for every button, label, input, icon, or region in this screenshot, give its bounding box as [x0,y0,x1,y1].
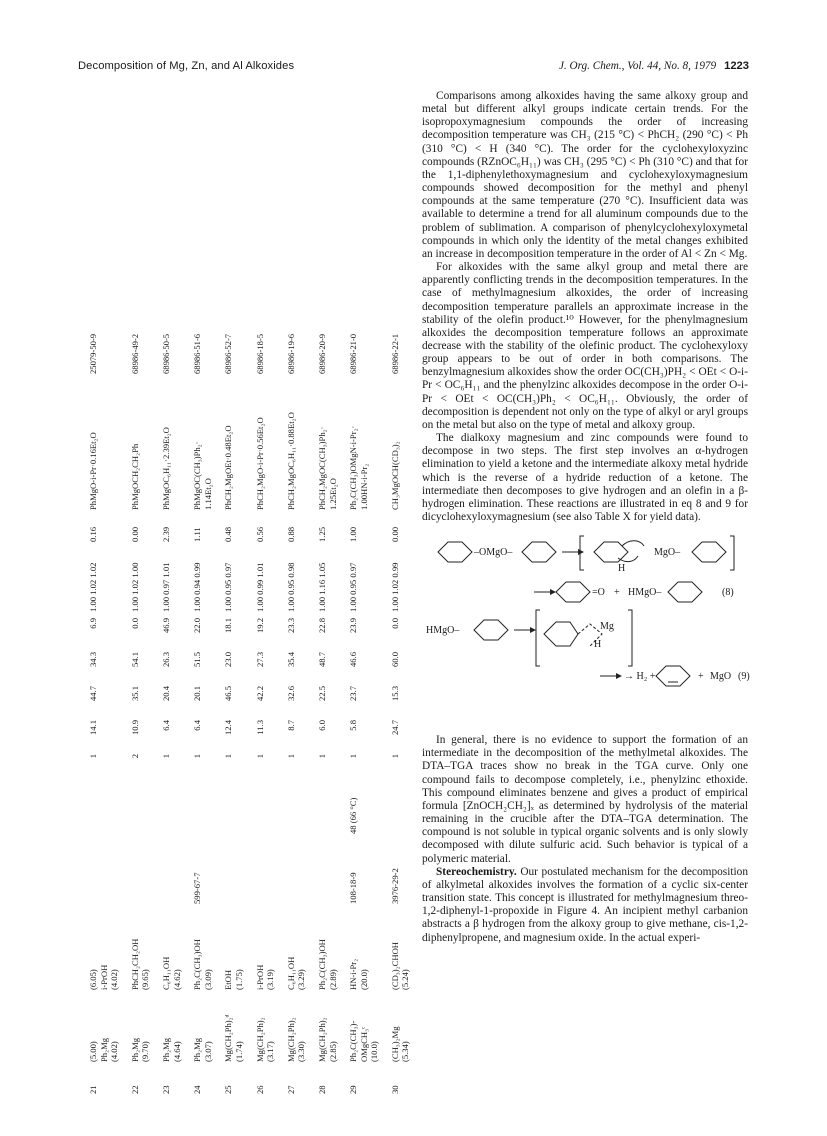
table-row [120,308,151,1094]
paragraph-intermediate: In general, there is no evidence to support the formation of an intermediate in the decomposition of the methylmetal alkoxides. The DTA–TGA traces show no break in the TGA curve. Only one compound fails to decompose completely, i.e., phenylzinc ethoxide. This compound eliminates benzene and gives a product of empirical formula [ZnOCH₂CH₂]ₓ as determined by hydrolysis of the material remaining in the crucible after the DTA–TGA determination. The compound is not soluble in typical organic solvents and is only slowly decomposed with dilute sulfuric acid. Such behavior is typical of a polymeric material. [422,734,748,865]
analysis-value: 6.9 [88,618,98,629]
equivalents: 1 [316,754,327,759]
reagent-registry-number: 108-18-9 [348,872,359,904]
reagent-registry-number [276,834,307,904]
organometallic-compound: Ph₂Mg (9.70) [129,1037,151,1062]
analysis-value: 15.3 [389,686,400,702]
product-formula: PhCH₂MgOC₆H₁₁·0.88Et₂O [285,412,296,510]
table-row [78,308,120,1094]
analysis-value: 12.4 [223,720,234,736]
analysis-value: 23.3 [285,618,296,634]
page-number: 1223 [724,60,749,72]
product-registry-number: 68986-51-6 [192,333,203,374]
analysis-value: 27.3 [254,652,265,668]
alcohol-reagent: EtOH (1.75) [223,969,244,990]
analysis-value: 22.0 [192,618,203,634]
ether-content: 2.39 [160,526,171,542]
product-formula: PhCH₂MgOEt·0.48Et₂O [223,425,234,510]
table-row [276,308,307,1094]
table-row [380,308,411,1094]
ether-content: 1.11 [192,527,203,542]
entry-number: 27 [285,1085,296,1094]
equivalents: 1 [88,754,98,759]
equivalents: 1 [223,754,234,759]
organometallic-compound: Mg(CH₂Ph)₂ (2.85) [316,1017,338,1062]
paragraph-stereochemistry [422,866,748,945]
scheme-h-label: H [618,563,626,575]
analysis-value: 10.9 [129,720,140,736]
organometallic-compound: (5.00) Ph₂Mg (4.02) [88,1037,120,1062]
ratio-values: 1.00 0.95 0.97 [223,562,234,612]
product-formula: Ph₂C(CH₃)OMgN-i-Pr₂· 1.00HN-i-Pr₂ [348,425,369,510]
organometallic-compound [411,990,413,1062]
analysis-value: 8.7 [285,720,296,731]
scheme-h2-product: → H₂ + [624,671,656,683]
analysis-value: 23.0 [223,652,234,668]
product-formula: CH₃MgOCH(CD₃)₂ [389,441,400,510]
analysis-value [411,714,413,748]
product-registry-number [411,308,413,374]
scheme-plus-1: + [614,587,620,599]
product-registry-number: 68986-50-5 [160,333,171,374]
cyclohexene-ring [656,666,690,686]
ratio-values: 1.00 1.02 0.99 [389,562,400,612]
product-registry-number: 68986-52-7 [223,333,234,374]
ratio-values [411,542,413,612]
analysis-value: 18.1 [223,618,234,634]
equivalents: 1 [285,754,296,759]
cyclohexane-ring [668,582,702,602]
analysis-value: 23.9 [348,618,359,634]
scheme-h2-label: H [594,639,602,651]
table-row [338,308,380,1094]
analysis-value: 6.4 [192,720,203,731]
decomposition-data-table [78,308,413,1094]
running-header-title: Decomposition of Mg, Zn, and Al Alkoxides [78,60,295,72]
reagent-registry-number [307,834,338,904]
product-formula: PhCH₂MgO-i-Pr·0.56Et₂O [254,417,265,510]
entry-number: 28 [316,1085,327,1094]
ether-content: 0.00 [129,526,140,542]
organometallic-compound: Mg(CH₂Ph)₂ (3.30) [285,1017,307,1062]
cyclohexane-ring [692,542,726,562]
cyclohexane-ring [474,620,508,640]
reagent-registry-number [213,834,244,904]
ratio-values: 1.00 0.97 1.01 [160,562,171,612]
journal-citation: J. Org. Chem., Vol. 44, No. 8, 1979 [558,60,717,72]
reagent-registry-number: 599-67-7 [192,872,203,904]
analysis-value: 0.0 [129,618,140,629]
analysis-value: 34.3 [88,652,98,668]
analysis-value: 44.7 [88,686,98,702]
organometallic-compound: Ph₂Mg (4.64) [160,1037,182,1062]
analysis-value: 20.4 [160,686,171,702]
ether-content: 0.48 [223,526,234,542]
scheme-mgo-label: MgO– [654,547,681,559]
right-column-text [422,90,748,945]
analysis-value: 26.3 [160,652,171,668]
equivalents: 1 [348,754,359,759]
stereochemistry-text: Our postulated mechanism for the decomposition of alkylmetal alkoxides involves the formation of a cyclic six-center transition state. This concept is illustrated for methylmagnesium threo-1,2-diphenyl-1-propoxide in Figure 4. An incipient methyl carbanion abstracts a β hydrogen from the alkoxy group to give methane, cis-1,2-diphenylpropene, and magnesium oxide. In the actual experi- [422,865,748,944]
reagent-registry-number [78,834,120,904]
organometallic-compound: (CH₃)₂Mg (5.34) [389,1026,411,1062]
analysis-value: 24.7 [389,720,400,736]
scheme-hmgo-reactant: HMgO– [426,625,460,637]
analysis-value: 46.6 [348,652,359,668]
alcohol-reagent: C₆H₁₁OH (4.62) [160,956,182,990]
entry-number: 22 [129,1085,140,1094]
temperature-note [307,782,338,834]
product-formula: PhMgOC₆H₁₁·2.39Et₂O [160,427,171,510]
analysis-value [411,680,413,714]
ether-content: 1.25 [316,526,327,542]
temperature-note [182,782,213,834]
analysis-value [411,612,413,646]
equivalents [411,748,413,782]
scheme-mgo-product: MgO [710,671,732,683]
alcohol-reagent: HN-i-Pr₂ (20.0) [348,958,369,990]
equivalents: 1 [192,754,203,759]
analysis-value: 11.3 [254,720,265,735]
analysis-value: 48.7 [316,652,327,668]
paragraph-conflicting-trends: For alkoxides with the same alkyl group and metal there are apparently conflicting trends in the decomposition temperatures. In the case of methylmagnesium alkoxides, the order of increasing decomposition temperature parallels an approximate increase in the stability of the olefin product.¹⁰ However, for the phenylmagnesium alkoxides the decomposition temperature follows an approximate decrease with the stability of the olefinic product. The cyclohexyloxy group appears to be out of order in both comparisons. The benzylmagnesium alkoxides show the order OC(CH₃)PH₂ < OEt < O-i-Pr < OC₆H₁₁ and the phenylzinc alkoxides decompose in the order O-i-Pr < OEt < OC(CH₃)Ph₂ < OC₆H₁₁. Obviously, the order of decomposition is dependent not only on the type of alkyl or aryl groups on the metal but also on the type of metal and alkoxy group. [422,261,748,431]
analysis-value: 54.1 [129,652,140,668]
product-formula: PhMgO-i-Pr·0.16Et₂O [88,432,98,510]
temperature-note [411,782,413,834]
product-formula: PhMgOCH₂CH₂Ph [129,443,140,510]
temperature-note [276,782,307,834]
analysis-value: 6.4 [160,720,171,731]
cyclohexane-ring [556,582,590,602]
product-formula [411,374,413,510]
product-registry-number: 68986-22-1 [389,333,400,374]
ether-content: 1.00 [348,526,359,542]
cyclohexane-ring [522,542,556,562]
ratio-values: 1.00 1.02 1.02 [88,562,98,612]
alcohol-reagent: (6.05) i-PrOH (4.02) [88,964,120,990]
product-registry-number: 25079-50-9 [88,333,98,374]
temperature-note [78,782,120,834]
reagent-registry-number [120,834,151,904]
organometallic-compound: Ph₂Mg (3.07) [192,1037,213,1062]
table-row [182,308,213,1094]
reagent-registry-number: 3976-29-2 [389,868,400,904]
temperature-note [245,782,276,834]
table-row [411,308,413,1094]
analysis-value: 46.9 [160,618,171,634]
reagent-registry-number [151,834,182,904]
equivalents: 1 [160,754,171,759]
organometallic-compound: Mg(CH₂Ph)₂ (3.17) [254,1017,276,1062]
equation-number-9: (9) [738,671,750,683]
reagent-registry-number [411,834,413,904]
product-formula: PhMgOC(CH₃)Ph₂· 1.14Et₂O [192,441,213,510]
analysis-value: 19.2 [254,618,265,634]
ratio-values: 1.00 0.95 0.98 [285,562,296,612]
entry-number: 21 [88,1085,98,1094]
entry-number: 24 [192,1085,203,1094]
equivalents: 2 [129,754,140,759]
scheme-plus-2: + [698,671,704,683]
rotated-table [78,92,413,1102]
temperature-note [213,782,244,834]
entry-number: 26 [254,1085,265,1094]
reaction-scheme-drawing [422,530,748,726]
alcohol-reagent: Ph₂C(CH₃)OH (2.89) [316,939,338,990]
analysis-value: 14.1 [88,720,98,736]
product-formula: PhCH₂MgOC(CH₃)Ph₂· 1.25Et₂O [316,426,338,510]
entry-number: 23 [160,1085,171,1094]
cyclohexane-ring [544,622,578,646]
alcohol-reagent [411,904,413,990]
scheme-hmgo-label: HMgO– [628,587,662,599]
running-header-journal [559,60,749,72]
organometallic-compound: Mg(CH₂Ph)₂ᵈ (1.74) [223,1014,244,1062]
analysis-value: 6.0 [316,720,327,731]
alcohol-reagent: (CD₃)₂CHOH (5.24) [389,941,411,990]
entry-number [411,1062,413,1094]
analysis-value: 32.6 [285,686,296,702]
analysis-value: 35.4 [285,652,296,668]
ether-content [411,510,413,542]
analysis-value: 22.8 [316,618,327,634]
entry-number: 29 [348,1085,359,1094]
cyclohexane-ring [438,542,472,562]
alcohol-reagent: PhCH₂CH₂OH (9.65) [129,938,151,990]
paragraph-trends: Comparisons among alkoxides having the same alkoxy group and metal but different alkyl groups indicate certain trends. For the isopropoxymagnesium compounds the order of increasing decomposition temperature was CH₃ (215 °C) < PhCH₂ (290 °C) < Ph (310 °C) < H (340 °C). The order for the cyclohexyloxyzinc compounds (RZnOC₆H₁₁) was CH₃ (295 °C) < Ph (310 °C) and that for the 1,1-diphenylethoxymagnesium and cyclohexyloxymagnesium compounds showed decomposition for the methyl and phenyl compounds at the same temperature (270 °C). Insufficient data was available to determine a trend for all aluminum compounds due to the problem of sublimation. A comparison of phenylcyclohexyloxymetal compounds in which only the identity of the metal changes exhibited an increase in decomposition temperature in the order of Al < Zn < Mg. [422,90,748,260]
product-registry-number: 68986-21-0 [348,333,359,374]
equivalents: 1 [389,754,400,759]
product-registry-number: 68986-18-5 [254,333,265,374]
ratio-values: 1.00 1.16 1.05 [316,562,327,612]
analysis-value: 0.0 [389,618,400,629]
equation-number-8: (8) [722,587,734,599]
reaction-scheme [422,530,748,726]
alcohol-reagent: Ph₂C(CH₃)OH (3.09) [192,939,213,990]
analysis-value: 22.5 [316,686,327,702]
alcohol-reagent: C₆H₁₁OH (3.29) [285,956,307,990]
temperature-note: 48 (66 °C) [348,797,359,834]
analysis-value: 51.5 [192,652,203,668]
analysis-value: 23.7 [348,686,359,702]
table-row [151,308,182,1094]
scheme-omgo-label: –OMgO– [474,547,513,559]
ratio-values: 1.00 0.99 1.01 [254,562,265,612]
ether-content: 0.00 [389,526,400,542]
table-row [245,308,276,1094]
section-heading-stereochemistry: Stereochemistry. [436,865,517,878]
scheme-ketone-label: =O [592,587,605,599]
analysis-value: 46.5 [223,686,234,702]
table-row [213,308,244,1094]
ratio-values: 1.00 0.95 0.97 [348,562,359,612]
analysis-value: 42.2 [254,686,265,702]
paragraph-dialkoxy: The dialkoxy magnesium and zinc compounds were found to decompose in two steps. The first step involves an α-hydrogen elimination to yield a ketone and the intermediate alkoxy metal hydride which is the reverse of a hydride reduction of a ketone. The intermediate then decomposes to give hydrogen and an olefin in a β-hydrogen elimination. These reactions are illustrated in eq 8 and 9 for dicyclohexyloxymagnesium (see also Table X for yield data). [422,432,748,523]
temperature-note [151,782,182,834]
analysis-value [411,646,413,680]
analysis-value: 60.0 [389,652,400,668]
ether-content: 0.16 [88,526,98,542]
rotated-table-region [78,92,413,1102]
analysis-value: 20.1 [192,686,203,702]
temperature-note [380,782,411,834]
alcohol-reagent: i-PrOH (3.19) [254,964,276,990]
table-row [307,308,338,1094]
entry-number: 25 [223,1085,234,1094]
ether-content: 0.88 [285,526,296,542]
analysis-value: 35.1 [129,686,140,702]
organometallic-compound: Ph₂C(CH₃)- OMgCH₃ᶜ (10.0) [348,1020,380,1062]
reagent-registry-number [245,834,276,904]
product-registry-number: 68986-49-2 [129,333,140,374]
ratio-values: 1.00 1.02 1.00 [129,562,140,612]
ratio-values: 1.00 0.94 0.99 [192,562,203,612]
temperature-note [120,782,151,834]
equivalents: 1 [254,754,265,759]
product-registry-number: 68986-19-6 [285,333,296,374]
analysis-value: 5.8 [348,720,359,731]
ether-content: 0.56 [254,526,265,542]
product-registry-number: 68986-20-9 [316,333,327,374]
entry-number: 30 [389,1085,400,1094]
scheme-mg-label: Mg [600,621,614,633]
